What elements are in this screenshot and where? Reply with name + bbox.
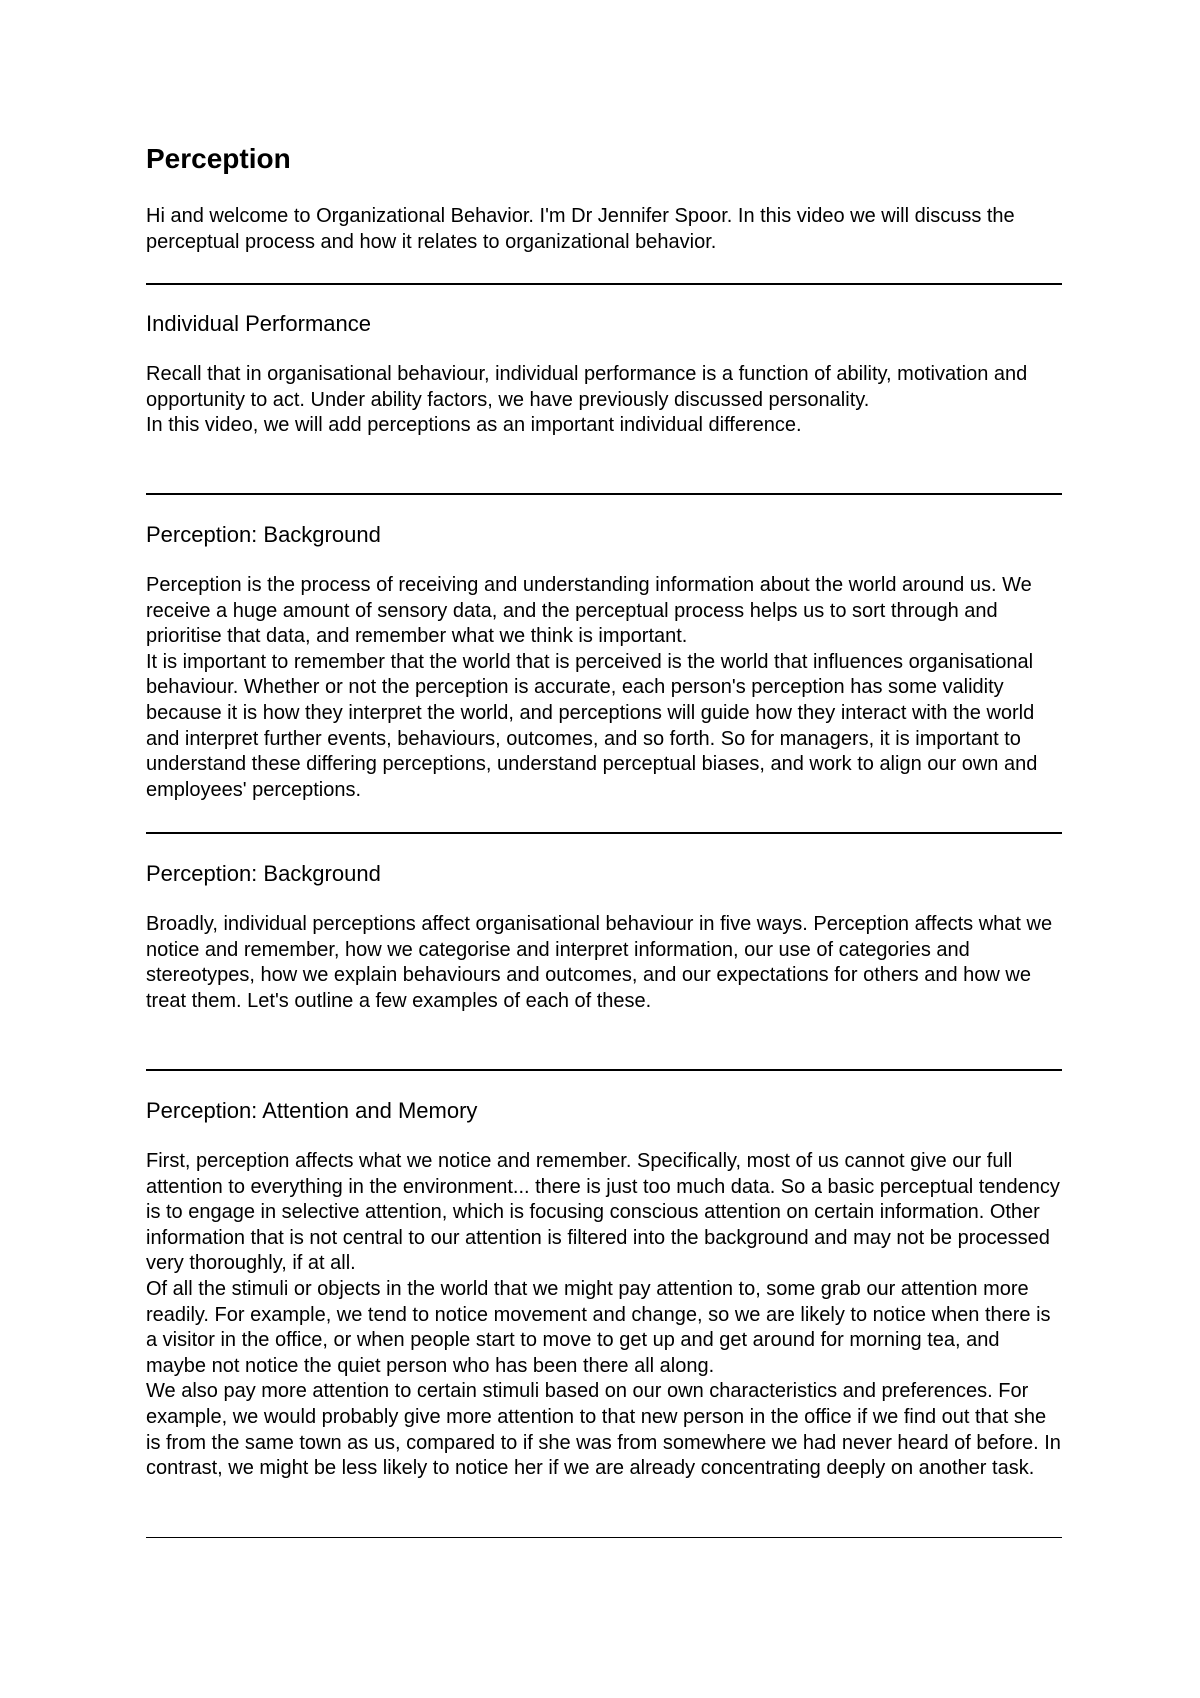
section-paragraph: Recall that in organisational behaviour, individual performance is a function of ability, motivation and opportunity to act. Under ability factors, we have previously discussed personality. xyxy=(146,363,1028,411)
section-paragraph: It is important to remember that the world that is perceived is the world that influences organisational behaviour. Whether or not the perception is accurate, each person's perception has some validity because it is how they interpret the world, and perceptions will guide how they interact with the world and interpret further events, behaviours, outcomes, and so forth. So for managers, it is important to understand these differing perceptions, understand perceptual biases, and work to align our own and employees' perceptions. xyxy=(146,650,1038,801)
section-divider xyxy=(146,1537,1062,1538)
section-heading: Perception: Background xyxy=(146,861,381,886)
intro-paragraph: Hi and welcome to Organizational Behavior. I'm Dr Jennifer Spoor. In this video we will discuss the perceptual process and how it relates to organizational behavior. xyxy=(146,205,1015,253)
section-individual-performance xyxy=(146,310,1062,439)
section-attention-and-memory xyxy=(146,1097,1062,1482)
section-paragraph: In this video, we will add perceptions as an important individual difference. xyxy=(146,414,802,437)
section-perception-background-1 xyxy=(146,521,1062,803)
section-heading: Perception: Attention and Memory xyxy=(146,1098,478,1123)
section-divider xyxy=(146,283,1062,285)
section-paragraph: Broadly, individual perceptions affect organisational behaviour in five ways. Perception affects what we notice and remember, how we categorise and interpret information, our use of categories and stereotypes, how we explain behaviours and outcomes, and our expectations for others and how we treat them. Let's outline a few examples of each of these. xyxy=(146,913,1053,1012)
section-divider xyxy=(146,493,1062,495)
section-paragraph: First, perception affects what we notice and remember. Specifically, most of us cannot give our full attention to everything in the environment... there is just too much data. So a basic perceptual tendency is to engage in selective attention, which is focusing conscious attention on certain information. Other information that is not central to our attention is filtered into the background and may not be processed very thoroughly, if at all. xyxy=(146,1150,1060,1275)
section-paragraph: Perception is the process of receiving and understanding information about the world around us. We receive a huge amount of sensory data, and the perceptual process helps us to sort through and prioritise that data, and remember what we think is important. xyxy=(146,574,1032,648)
section-perception-background-2 xyxy=(146,860,1062,1014)
section-divider xyxy=(146,1069,1062,1071)
document-title: Perception xyxy=(146,143,291,174)
section-paragraph: Of all the stimuli or objects in the world that we might pay attention to, some grab our attention more readily. For example, we tend to notice movement and change, so we are likely to notice when there is a visitor in the office, or when people start to move to get up and get around for morning tea, and maybe not notice the quiet person who has been there all along. xyxy=(146,1277,1051,1377)
section-paragraph: We also pay more attention to certain stimuli based on our own characteristics and preferences. For example, we would probably give more attention to that new person in the office if we find out that she is from the same town as us, compared to if she was from somewhere we had never heard of before. In contrast, we might be less likely to notice her if we are already concentrating deeply on another task. xyxy=(146,1380,1061,1480)
section-heading: Individual Performance xyxy=(146,311,372,336)
section-divider xyxy=(146,832,1062,834)
section-heading: Perception: Background xyxy=(146,522,381,547)
